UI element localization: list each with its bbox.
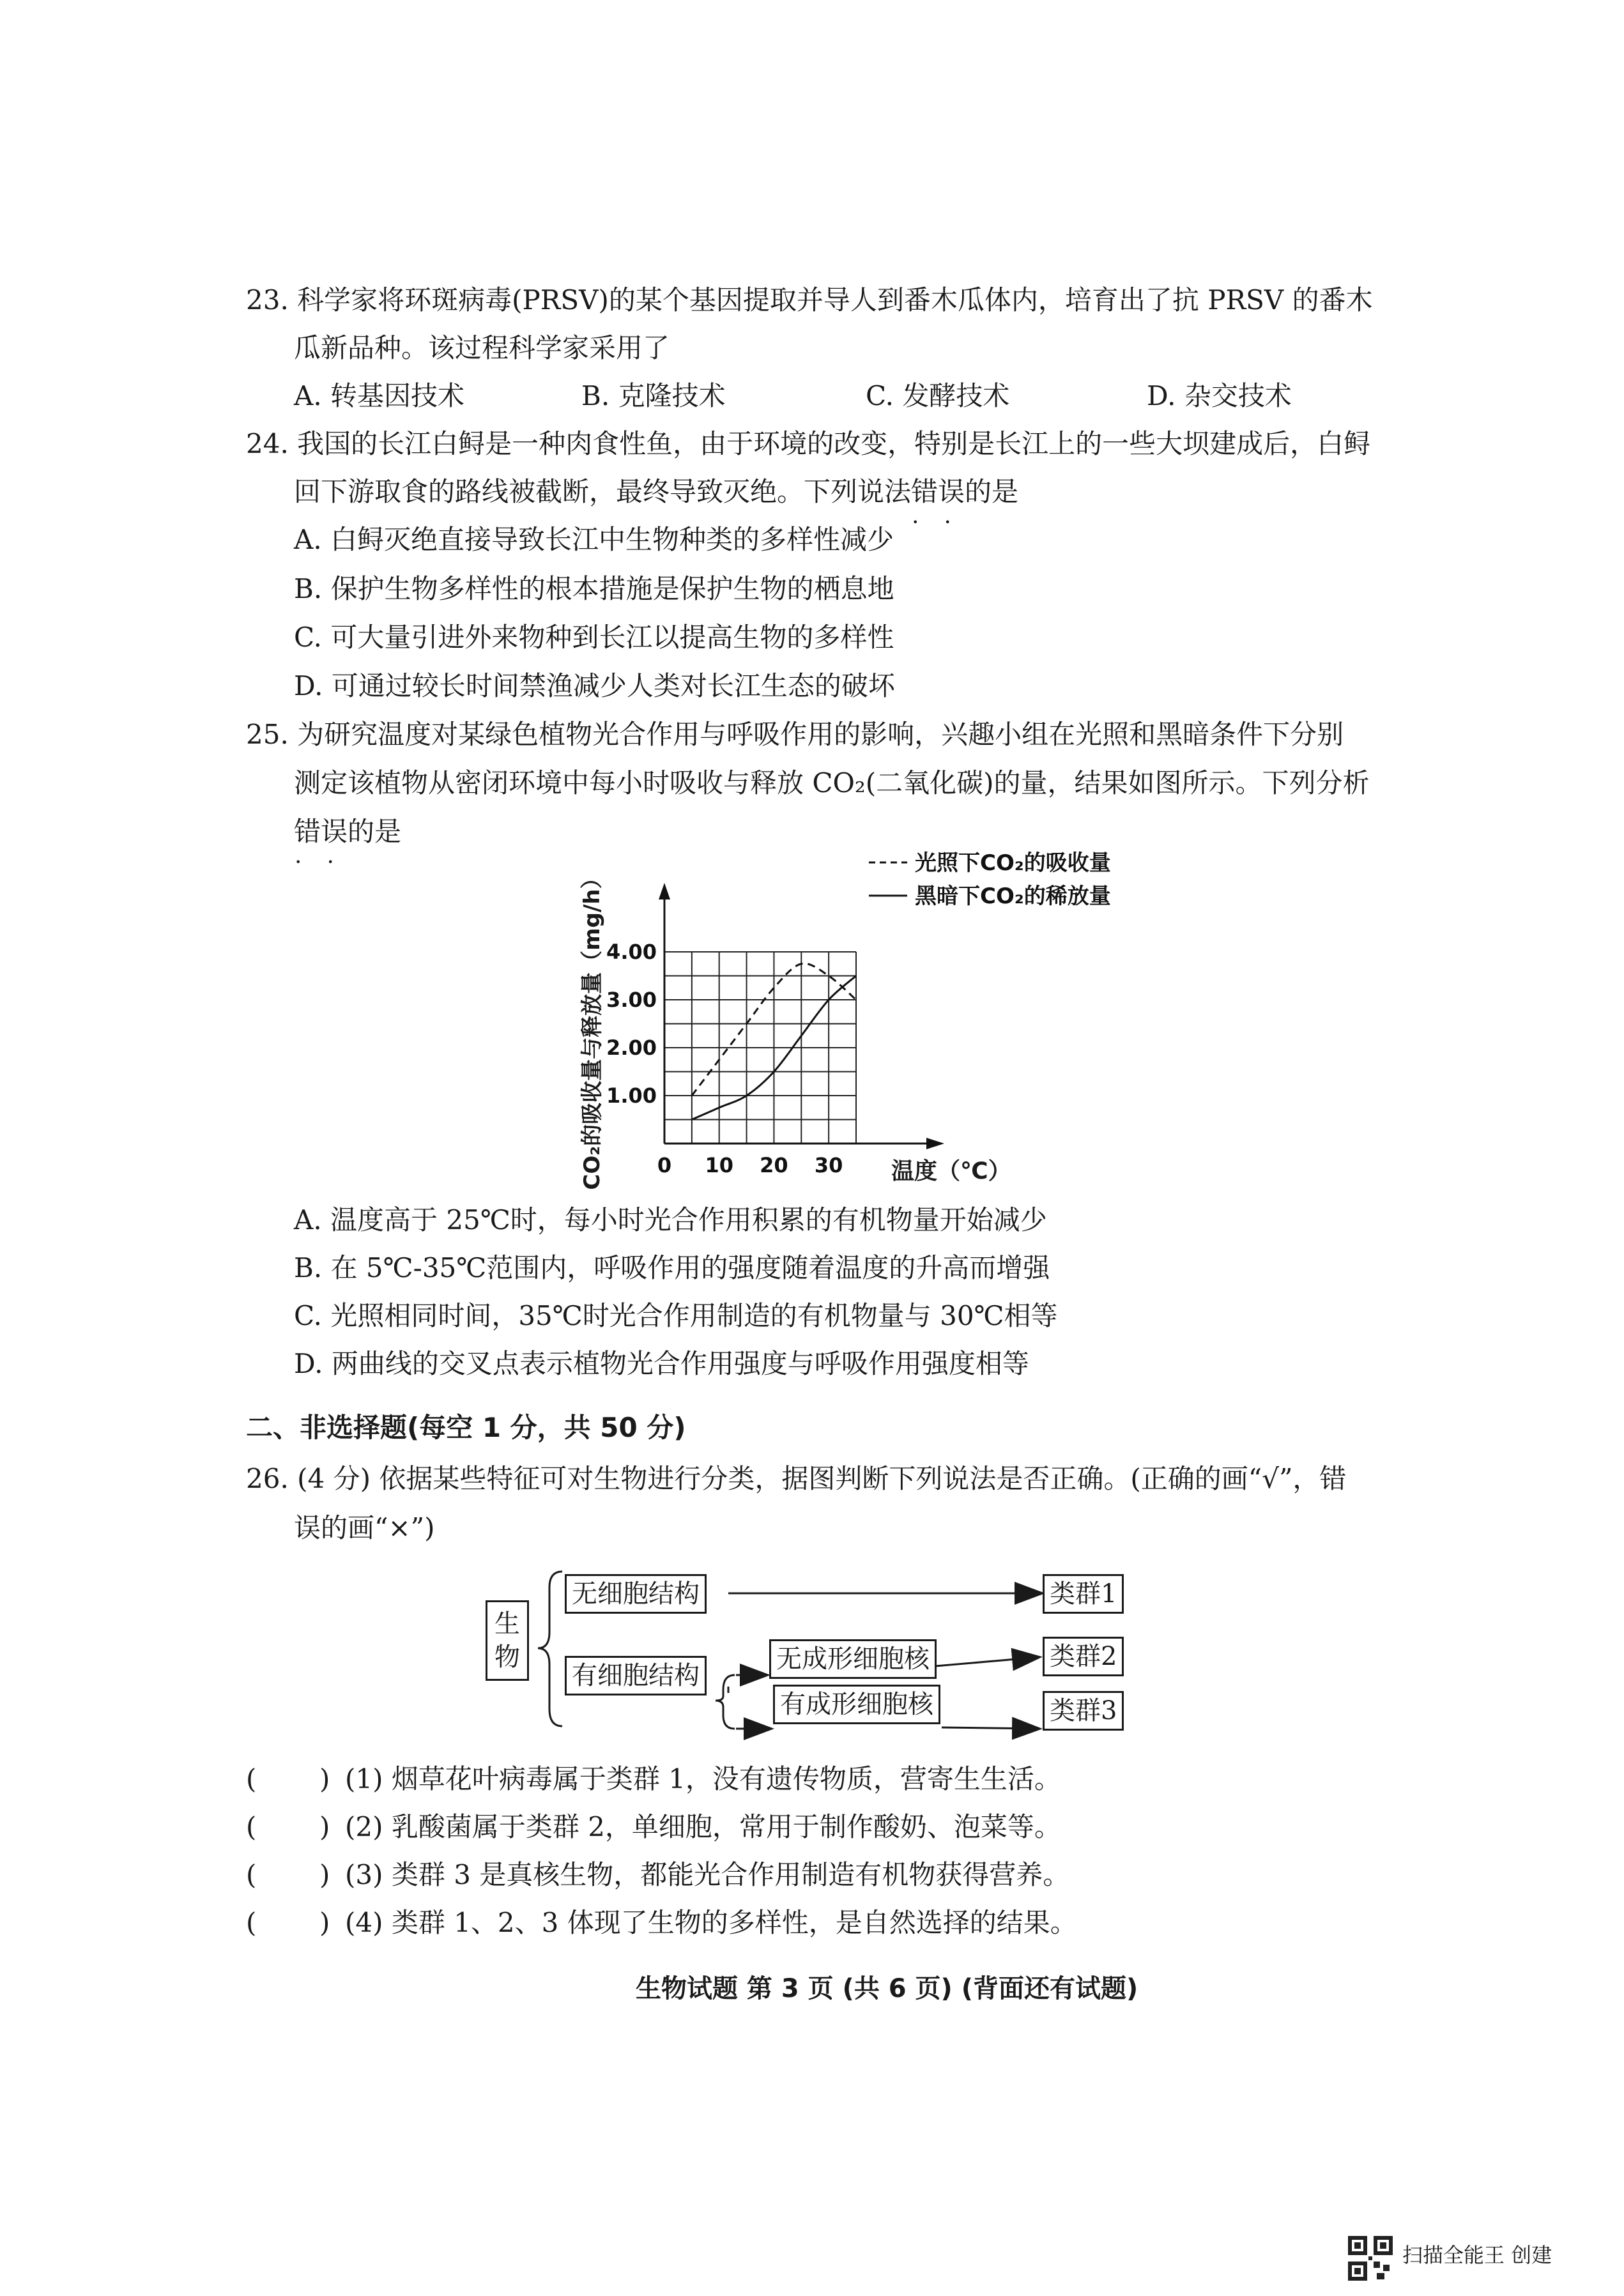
q26-item1-close: ) <box>319 1763 330 1795</box>
chart-xlabel: 温度（℃） <box>891 1158 1011 1184</box>
q25-line1: 25. 为研究温度对某绿色植物光合作用与呼吸作用的影响，兴趣小组在光照和黑暗条件下分别 <box>246 719 1344 750</box>
diagram-has-cell: 有细胞结构 <box>565 1656 707 1695</box>
x-tick-label: 0 <box>657 1153 672 1177</box>
q26-item2: (2) 乳酸菌属于类群 2，单细胞，常用于制作酸奶、泡菜等。 <box>345 1811 1061 1842</box>
q23-option-c: C. 发酵技术 <box>866 380 1010 411</box>
q26-item2-open: ( <box>246 1811 257 1842</box>
q24-line1: 24. 我国的长江白鲟是一种肉食性鱼，由于环境的改变，特别是长江上的一些大坝建成后，白鲟 <box>246 428 1371 459</box>
q26-item4: (4) 类群 1、2、3 体现了生物的多样性，是自然选择的结果。 <box>345 1907 1077 1938</box>
y-tick-label: 1.00 <box>606 1083 657 1108</box>
diagram-no-cell: 无细胞结构 <box>565 1574 707 1614</box>
q26-item3: (3) 类群 3 是真核生物，都能光合作用制造有机物获得营养。 <box>345 1859 1070 1890</box>
q25-option-d: D. 两曲线的交叉点表示植物光合作用强度与呼吸作用强度相等 <box>294 1348 1029 1379</box>
q24-option-c: C. 可大量引进外来物种到长江以提高生物的多样性 <box>294 622 894 653</box>
q26-item4-close: ) <box>319 1907 330 1938</box>
x-tick-label: 20 <box>760 1153 788 1177</box>
x-tick-label: 30 <box>814 1153 843 1177</box>
qr-code-icon <box>1348 2236 1393 2281</box>
q24-line2-end: 的是 <box>965 476 1019 507</box>
q23-option-a: A. 转基因技术 <box>294 380 465 411</box>
q24-emphasis: 错误 • • <box>911 473 965 511</box>
q26-line1: 26. (4 分) 依据某些特征可对生物进行分类，据图判断下列说法是否正确。(正确的画“√”，错 <box>246 1463 1347 1494</box>
q25-line2: 测定该植物从密闭环境中每小时吸收与释放 CO₂(二氧化碳)的量，结果如图所示。下列分析 <box>294 767 1370 799</box>
section-title: 二、非选择题(每空 1 分，共 50 分) <box>246 1412 686 1443</box>
q23-line2: 瓜新品种。该过程科学家采用了 <box>294 332 670 364</box>
chart-ylabel: CO₂的吸收量与释放量（mg/h） <box>579 867 605 1190</box>
q24-line2 <box>294 473 1018 511</box>
q25-option-c: C. 光照相同时间，35℃时光合作用制造的有机物量与 30℃相等 <box>294 1300 1058 1331</box>
q23-line1: 23. 科学家将环斑病毒(PRSV)的某个基因提取并导人到番木瓜体内，培育出了抗 PRSV 的番木 <box>246 284 1373 316</box>
co2-chart <box>549 843 1111 1201</box>
q23-option-d: D. 杂交技术 <box>1147 380 1292 411</box>
diagram-group2: 类群2 <box>1043 1637 1124 1676</box>
chart-grid <box>664 952 856 1144</box>
legend-label-2: 黑暗下CO₂的稀放量 <box>915 884 1111 909</box>
legend-label-1: 光照下CO₂的吸收量 <box>915 850 1111 876</box>
q26-line2: 误的画“×”) <box>294 1512 435 1543</box>
page-footer: 生物试题 第 3 页 (共 6 页) (背面还有试题) <box>636 1974 1138 2003</box>
diagram-has-nucleus: 有成形细胞核 <box>773 1685 940 1724</box>
diagram-root: 生物 <box>486 1600 529 1681</box>
q24-option-a: A. 白鲟灭绝直接导致长江中生物种类的多样性减少 <box>294 524 894 555</box>
y-tick-label: 3.00 <box>606 988 657 1012</box>
y-axis-arrow <box>659 883 670 899</box>
y-tick-label: 4.00 <box>606 940 657 964</box>
q25-line3-end: 的是 <box>348 816 402 847</box>
q24-option-b: B. 保护生物多样性的根本措施是保护生物的栖息地 <box>294 573 894 604</box>
q26-item3-close: ) <box>319 1859 330 1890</box>
diagram-no-nucleus: 无成形细胞核 <box>769 1639 937 1679</box>
q25-emphasis: 错误 • • <box>294 813 348 851</box>
q23-option-b: B. 克隆技术 <box>581 380 726 411</box>
chart-legend <box>869 850 1111 909</box>
x-axis-arrow <box>926 1138 944 1149</box>
scanner-watermark: 扫描全能王 创建 <box>1402 2243 1552 2267</box>
diagram-group1: 类群1 <box>1043 1574 1124 1614</box>
q26-item4-open: ( <box>246 1907 257 1938</box>
q26-item2-close: ) <box>319 1811 330 1842</box>
q26-item1-open: ( <box>246 1763 257 1795</box>
y-tick-label: 2.00 <box>606 1036 657 1060</box>
q24-option-d: D. 可通过较长时间禁渔减少人类对长江生态的破坏 <box>294 670 895 701</box>
q25-option-a: A. 温度高于 25℃时，每小时光合作用积累的有机物量开始减少 <box>294 1204 1047 1236</box>
diagram-group3: 类群3 <box>1043 1691 1124 1731</box>
x-tick-label: 10 <box>705 1153 733 1177</box>
q25-line3 <box>294 813 401 851</box>
q25-option-b: B. 在 5℃-35℃范围内，呼吸作用的强度随着温度的升高而增强 <box>294 1252 1050 1283</box>
q26-item3-open: ( <box>246 1859 257 1890</box>
q24-line2-text: 回下游取食的路线被截断，最终导致灭绝。下列说法 <box>294 476 912 507</box>
q26-item1: (1) 烟草花叶病毒属于类群 1，没有遗传物质，营寄生生活。 <box>345 1763 1061 1795</box>
